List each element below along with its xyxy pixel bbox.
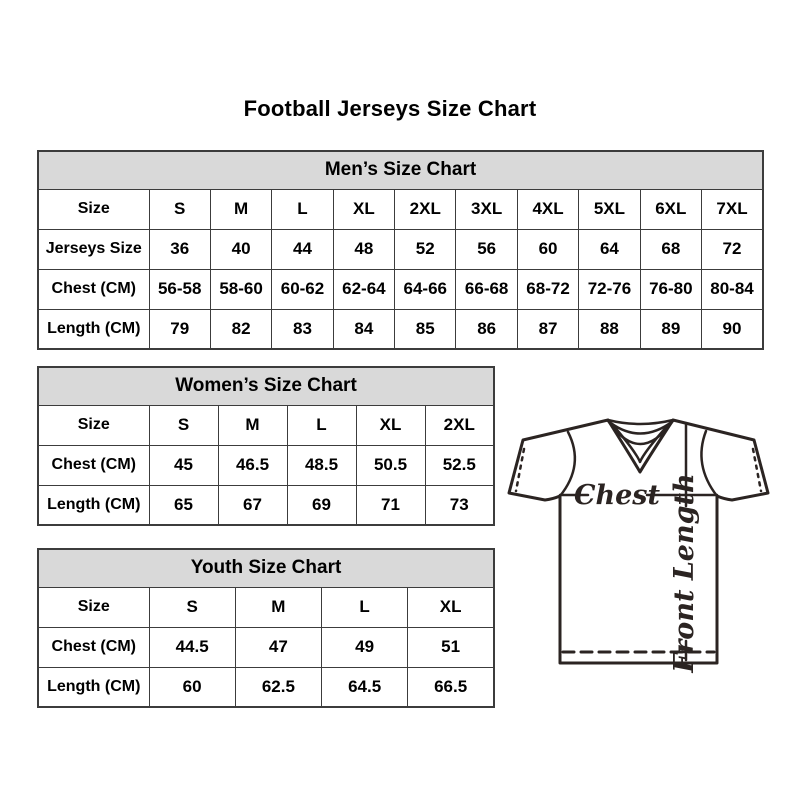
front-length-label: Front Length — [669, 473, 700, 673]
table-row — [38, 445, 494, 485]
cell-value: 44.5 — [149, 627, 235, 667]
women-section-header: Women’s Size Chart — [38, 367, 494, 405]
cell-value: 64-66 — [395, 269, 456, 309]
cell-value: 45 — [149, 445, 218, 485]
youth-size-table — [37, 548, 495, 708]
cell-value: 52.5 — [425, 445, 494, 485]
cell-value: 72 — [702, 229, 763, 269]
row-label: Jerseys Size — [38, 229, 149, 269]
cell-value: 60 — [517, 229, 578, 269]
cell-value: 56 — [456, 229, 517, 269]
cell-value: 66.5 — [408, 667, 494, 707]
cell-value: 89 — [640, 309, 701, 349]
cell-value: 87 — [517, 309, 578, 349]
cell-value: 6XL — [640, 189, 701, 229]
cell-value: 2XL — [395, 189, 456, 229]
cell-value: 36 — [149, 229, 210, 269]
cell-value: 7XL — [702, 189, 763, 229]
cell-value: 62-64 — [333, 269, 394, 309]
cell-value: XL — [356, 405, 425, 445]
row-label: Size — [38, 587, 149, 627]
cell-value: 64 — [579, 229, 640, 269]
cell-value: 4XL — [517, 189, 578, 229]
cell-value: S — [149, 189, 210, 229]
cell-value: 83 — [272, 309, 333, 349]
cell-value: 88 — [579, 309, 640, 349]
men-section-header: Men’s Size Chart — [38, 151, 763, 189]
table-row — [38, 189, 763, 229]
cell-value: M — [218, 405, 287, 445]
cell-value: 84 — [333, 309, 394, 349]
cell-value: 90 — [702, 309, 763, 349]
cell-value: M — [235, 587, 321, 627]
row-label: Chest (CM) — [38, 445, 149, 485]
cell-value: 60 — [149, 667, 235, 707]
row-label: Chest (CM) — [38, 627, 149, 667]
row-label: Length (CM) — [38, 309, 149, 349]
jersey-measurement-diagram — [495, 405, 783, 677]
cell-value: 76-80 — [640, 269, 701, 309]
cell-value: L — [322, 587, 408, 627]
table-row — [38, 667, 494, 707]
cell-value: 85 — [395, 309, 456, 349]
cell-value: XL — [333, 189, 394, 229]
cell-value: 66-68 — [456, 269, 517, 309]
cell-value: L — [272, 189, 333, 229]
cell-value: 82 — [210, 309, 271, 349]
table-row — [38, 587, 494, 627]
mens-size-table — [37, 150, 764, 350]
table-row — [38, 485, 494, 525]
cell-value: 65 — [149, 485, 218, 525]
table-row — [38, 627, 494, 667]
row-label: Size — [38, 405, 149, 445]
cell-value: 86 — [456, 309, 517, 349]
table-row — [38, 405, 494, 445]
cell-value: 67 — [218, 485, 287, 525]
womens-size-table — [37, 366, 495, 526]
cell-value: 73 — [425, 485, 494, 525]
cell-value: S — [149, 587, 235, 627]
cell-value: 79 — [149, 309, 210, 349]
cell-value: 48 — [333, 229, 394, 269]
cell-value: 71 — [356, 485, 425, 525]
cell-value: 68 — [640, 229, 701, 269]
cell-value: 49 — [322, 627, 408, 667]
cell-value: 51 — [408, 627, 494, 667]
cell-value: 47 — [235, 627, 321, 667]
table-row — [38, 229, 763, 269]
table-row — [38, 309, 763, 349]
cell-value: 58-60 — [210, 269, 271, 309]
page-title: Football Jerseys Size Chart — [243, 96, 537, 121]
cell-value: 2XL — [425, 405, 494, 445]
row-label: Length (CM) — [38, 667, 149, 707]
cell-value: 64.5 — [322, 667, 408, 707]
cell-value: 3XL — [456, 189, 517, 229]
cell-value: M — [210, 189, 271, 229]
cell-value: 56-58 — [149, 269, 210, 309]
row-label: Chest (CM) — [38, 269, 149, 309]
cell-value: 62.5 — [235, 667, 321, 707]
cell-value: XL — [408, 587, 494, 627]
collar-arc-top — [608, 420, 673, 424]
chest-label: Chest — [574, 480, 660, 511]
cell-value: 80-84 — [702, 269, 763, 309]
cell-value: S — [149, 405, 218, 445]
cell-value: 69 — [287, 485, 356, 525]
cell-value: 40 — [210, 229, 271, 269]
youth-section-header: Youth Size Chart — [38, 549, 494, 587]
table-row — [38, 269, 763, 309]
cell-value: 60-62 — [272, 269, 333, 309]
cell-value: 72-76 — [579, 269, 640, 309]
cell-value: 46.5 — [218, 445, 287, 485]
cell-value: 48.5 — [287, 445, 356, 485]
cell-value: 50.5 — [356, 445, 425, 485]
row-label: Length (CM) — [38, 485, 149, 525]
cell-value: L — [287, 405, 356, 445]
cell-value: 52 — [395, 229, 456, 269]
cell-value: 44 — [272, 229, 333, 269]
row-label: Size — [38, 189, 149, 229]
cell-value: 5XL — [579, 189, 640, 229]
cell-value: 68-72 — [517, 269, 578, 309]
